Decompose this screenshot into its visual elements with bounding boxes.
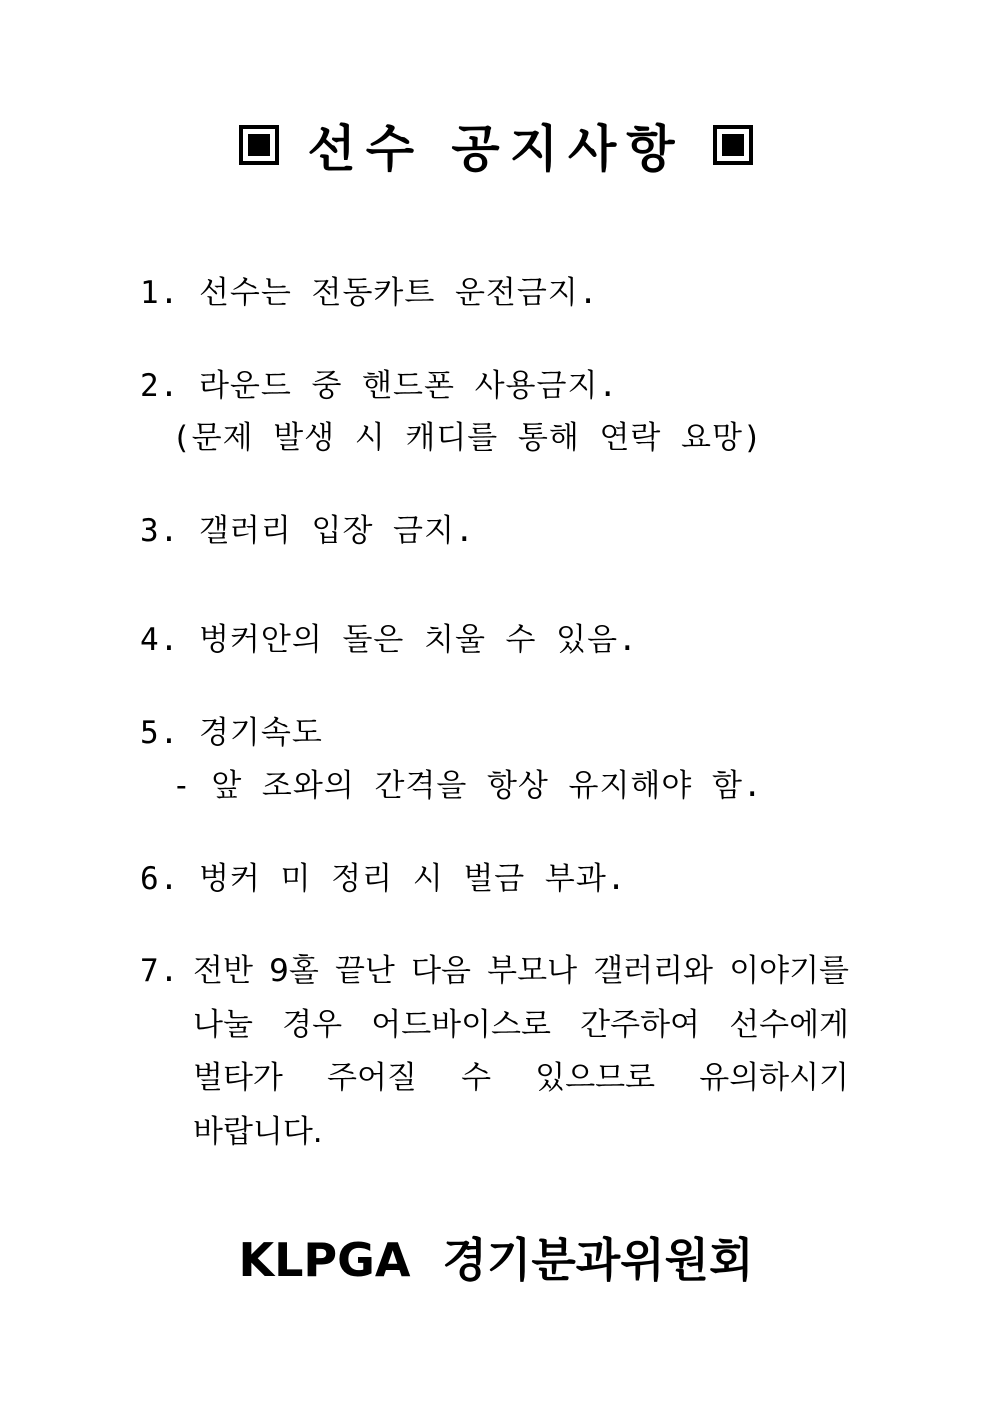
notice-item-7-number: 7. (140, 953, 180, 989)
footer-organization: KLPGA 경기분과위원회 (238, 1233, 754, 1287)
notice-item-1: 1. 선수는 전동카트 운전금지. (140, 275, 599, 311)
notice-item-5-detail: - 앞 조와의 간격을 항상 유지해야 함. (172, 768, 763, 804)
notice-item-7-line-1: 전반 9홀 끝난 다음 부모나 갤러리와 이야기를 (193, 953, 849, 989)
notice-item-7-line-4: 바랍니다. (193, 1114, 323, 1150)
square-bullet-icon (713, 125, 753, 165)
notice-item-5: 5. 경기속도 (140, 715, 323, 751)
notice-item-7-line-2: 나눌 경우 어드바이스로 간주하여 선수에게 (193, 1007, 849, 1043)
notice-title (0, 110, 992, 180)
square-bullet-icon (239, 125, 279, 165)
notice-item-3: 3. 갤러리 입장 금지. (140, 513, 475, 549)
title-text: 선수 공지사항 (307, 120, 685, 178)
notice-item-6: 6. 벙커 미 정리 시 벌금 부과. (140, 861, 627, 897)
notice-item-2-note: (문제 발생 시 캐디를 통해 연락 요망) (172, 420, 763, 456)
notice-item-2: 2. 라운드 중 핸드폰 사용금지. (140, 368, 619, 404)
notice-item-7-line-3: 벌타가 주어질 수 있으므로 유의하시기 (193, 1060, 849, 1096)
notice-item-4: 4. 벙커안의 돌은 치울 수 있음. (140, 622, 638, 658)
